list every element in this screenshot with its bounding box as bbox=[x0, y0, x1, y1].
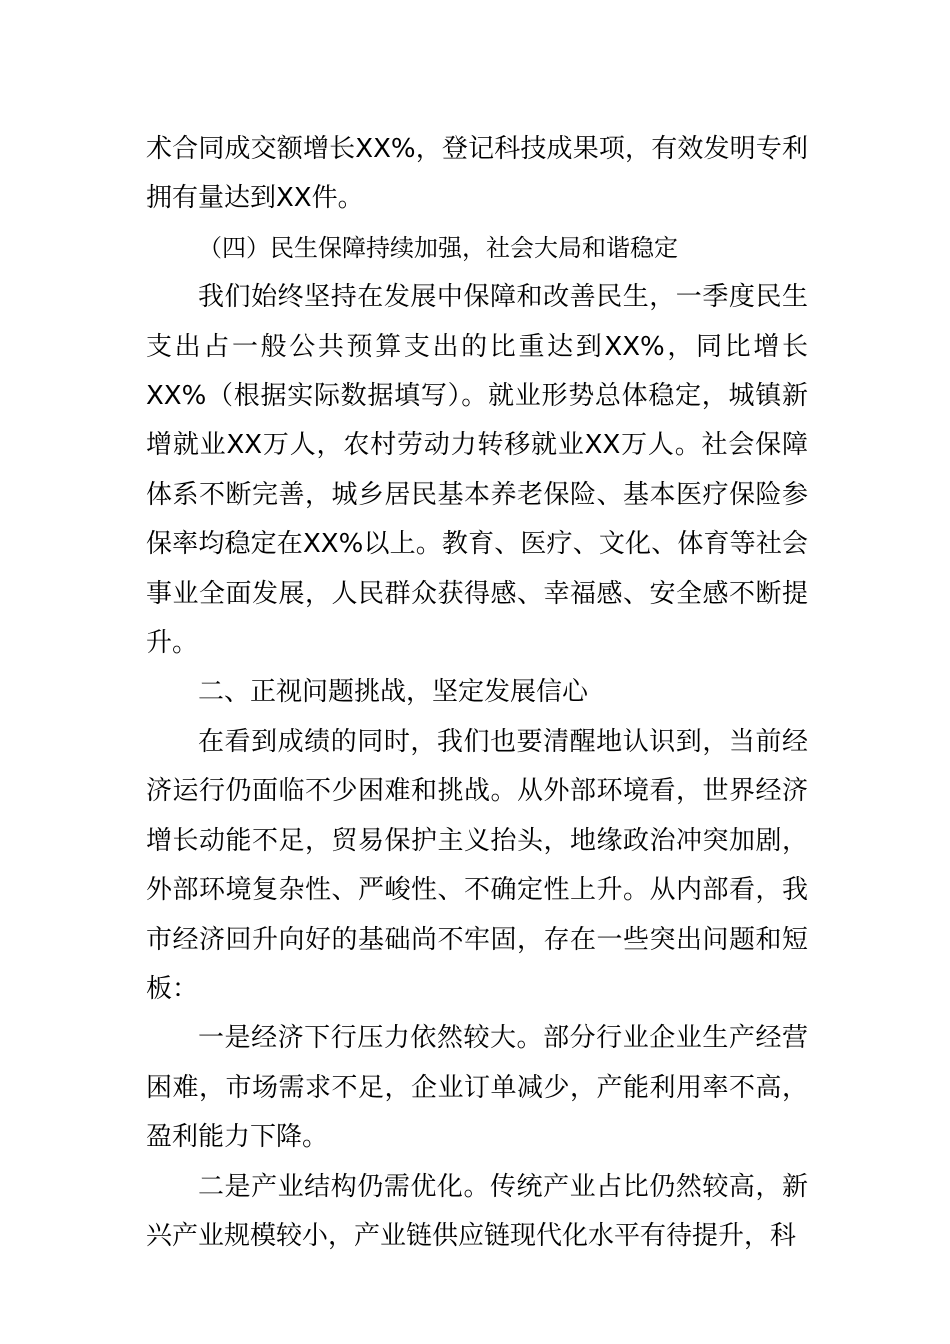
paragraph-point-2: 二是产业结构仍需优化。传统产业占比仍然较高，新兴产业规模较小，产业链供应链现代化水平有待提升，科 bbox=[146, 1171, 808, 1251]
paragraph-continuation: 术合同成交额增长XX%，登记科技成果项，有效发明专利拥有量达到XX件。 bbox=[146, 134, 808, 214]
paragraph-challenges: 在看到成绩的同时，我们也要清醒地认识到，当前经济运行仍面临不少困难和挑战。从外部环境看，世界经济增长动能不足，贸易保护主义抬头，地缘政治冲突加剧，外部环境复杂性、严峻性、不确定性上升。从内部看，我市经济回升向好的基础尚不牢固，存在一些突出问题和短板： bbox=[146, 726, 808, 1004]
body-text bbox=[146, 125, 808, 1261]
subsection-heading-4: （四）民生保障持续加强，社会大局和谐稳定 bbox=[198, 233, 678, 262]
paragraph-point-1: 一是经济下行压力依然较大。部分行业企业生产经营困难，市场需求不足，企业订单减少，产能利用率不高，盈利能力下降。 bbox=[146, 1023, 808, 1153]
section-heading-2: 二、正视问题挑战，坚定发展信心 bbox=[198, 677, 589, 708]
paragraph-livelihood: 我们始终坚持在发展中保障和改善民生，一季度民生支出占一般公共预算支出的比重达到XX%，同比增长XX%（根据实际数据填写）。就业形势总体稳定，城镇新增就业XX万人，农村劳动力转移就业XX万人。社会保障体系不断完善，城乡居民基本养老保险、基本医疗保险参保率均稳定在XX%以上。教育、医疗、文化、体育等社会事业全面发展，人民群众获得感、幸福感、安全感不断提升。 bbox=[146, 282, 808, 659]
